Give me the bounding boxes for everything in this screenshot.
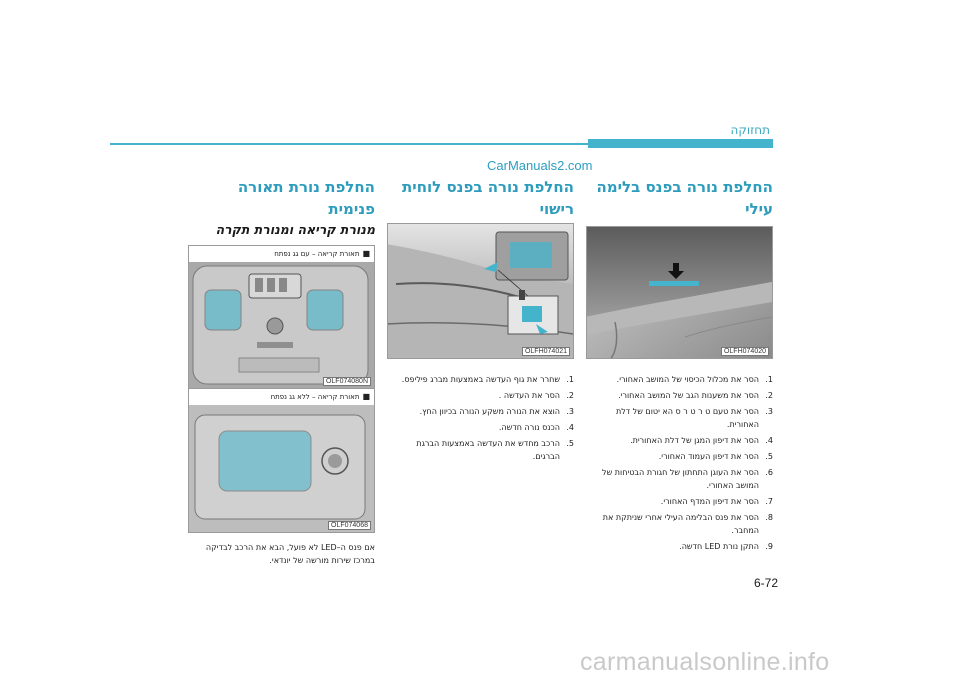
- license-plate-illustration: [387, 224, 573, 359]
- rear-window-illustration: [586, 227, 772, 359]
- steps-list: [586, 373, 773, 553]
- step-item: 3. הסר את טעם ט ר ט ר ס הא יטום של דלת האחורית.: [615, 407, 773, 429]
- step-item: 3. הוצא את הנורה משקע הנורה בכיוון החץ.: [419, 407, 574, 416]
- steps-list: [388, 373, 574, 463]
- watermark-bottom: carmanualsonline.info: [580, 648, 830, 676]
- step-item: 1. הסר את מכלול הכיסוי של המושב האחורי.: [616, 375, 773, 384]
- figure-caption: ■תאורת קריאה – ללא גג נפתח: [188, 389, 374, 405]
- figure-rear-window: [586, 226, 773, 359]
- figure-caption: ■תאורת קריאה – עם גג נפתח: [188, 246, 374, 262]
- figure-code: OLF074080N: [323, 377, 371, 386]
- step-item: 2. הסר את העדשה .: [498, 391, 574, 400]
- step-item: 4. הכנס נורה חדשה.: [498, 423, 574, 432]
- heading-high-mount-stop-lamp: החלפת נורה בפנס בלימה עילי: [596, 178, 773, 218]
- figure-license-plate: [387, 223, 574, 359]
- figure-code: OLFH074021: [522, 347, 570, 356]
- heading-interior-lamp: החלפת נורת תאורה פנימית: [237, 178, 375, 218]
- page-number: 6-72: [754, 576, 779, 590]
- step-item: 6. הסר את העוגן התחתון של חגורת הבטיחות של המושב האחורי.: [602, 468, 773, 490]
- step-item: 7. הסר את דיפון המדף האחורי.: [660, 497, 773, 506]
- step-item: 9. התקן נורת LED חדשה.: [679, 542, 773, 551]
- heading-license-plate-lamp-line2: רישוי: [539, 200, 574, 218]
- step-item: 4. הסר את דיפון המגן של דלת האחורית.: [630, 436, 773, 445]
- subheading-map-room-lamp: מנורת קריאה ומנורת תקרה: [215, 222, 375, 237]
- watermark-top: CarManuals2.com: [487, 158, 593, 173]
- header-accent-bar: [588, 139, 773, 148]
- led-note: אם פנס ה–LED לא פועל, הבא את הרכב לבדיקה במרכז שירות מורשה של יונדאי.: [205, 543, 375, 565]
- caption-marker-icon: ■: [362, 249, 370, 258]
- step-item: 5. הרכב מחדש את העדשה באמצעות הברגת הברגים.: [416, 439, 574, 461]
- column-license-plate-lamp: [388, 176, 574, 466]
- figure-map-lamp-sunroof: [188, 245, 375, 389]
- figure-code: OLFH074020: [721, 347, 769, 356]
- map-lamp-no-sunroof-illustration: [188, 405, 374, 533]
- map-lamp-sunroof-illustration: [188, 262, 374, 389]
- step-item: 1. שחרר את גוף העדשה באמצעות מברג פיליפס.: [401, 375, 574, 384]
- heading-license-plate-lamp: החלפת נורה בפנס לוחית: [402, 178, 574, 196]
- column-interior-lamp: [188, 176, 375, 567]
- figure-map-lamp-no-sunroof: [188, 389, 375, 533]
- step-item: 5. הסר את דיפון העמוד האחורי.: [658, 452, 773, 461]
- column-high-mount-stop-lamp: [586, 176, 773, 556]
- step-item: 2. הסר את משענות הגב של המושב האחורי.: [618, 391, 773, 400]
- caption-marker-icon: ■: [362, 392, 370, 401]
- step-item: 8. הסר את פנס הבלימה העילי אחרי שניתקת את המחבר.: [602, 513, 773, 535]
- figure-code: OLF074068: [328, 521, 371, 530]
- section-label: תחזוקה: [730, 123, 770, 137]
